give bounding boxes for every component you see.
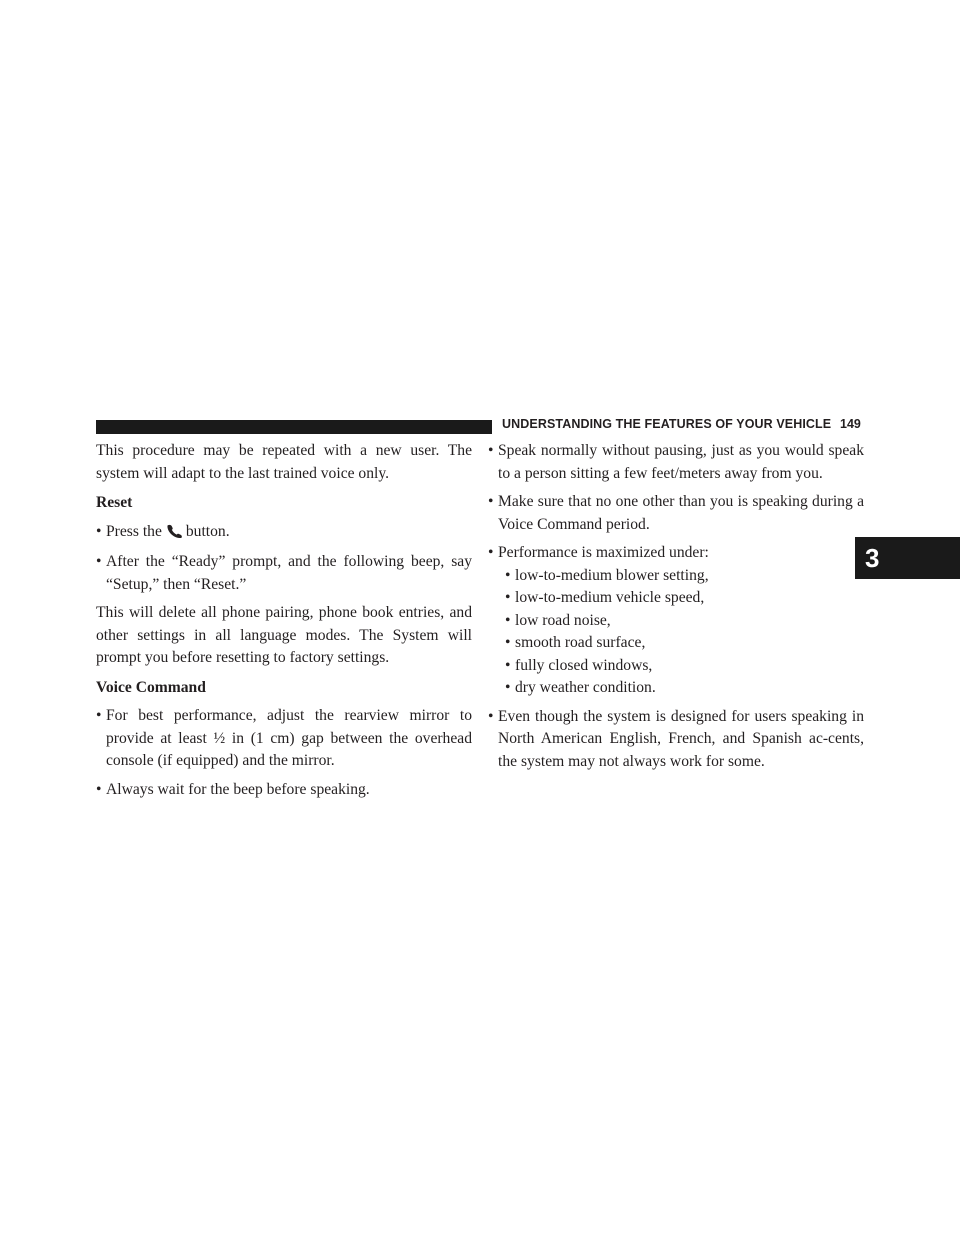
phone-icon: [166, 523, 184, 546]
bullet-icon: •: [488, 544, 494, 561]
bullet-icon: •: [96, 522, 102, 540]
list-item: • Performance is maximized under:: [488, 542, 864, 565]
sub-list-item: • dry weather condition.: [505, 679, 656, 696]
delete-paragraph: This will delete all phone pairing, phone book entries, and other settings in all language modes. The System will prompt you before resetting to factory settings.: [96, 604, 472, 666]
bullet-icon: •: [488, 707, 494, 725]
reset-heading: Reset: [96, 494, 133, 511]
intro-paragraph: This procedure may be repeated with a new user. The system will adapt to the last trained voice only.: [96, 442, 472, 482]
right-column: [488, 440, 864, 779]
list-item: • After the “Ready” prompt, and the following beep, say “Setup,” then “Reset.”: [96, 553, 472, 593]
list-item: • Make sure that no one other than you is speaking during a Voice Command period.: [488, 493, 864, 533]
bullet-icon: •: [488, 493, 494, 510]
sub-list-item: • fully closed windows,: [505, 656, 653, 674]
voice-command-heading: Voice Command: [96, 678, 206, 696]
sub-list-item: • low road noise,: [505, 611, 611, 629]
list-item: • Speak normally without pausing, just as you would speak to a person sitting a few feet/meters away from you.: [488, 442, 864, 482]
button-text: button.: [185, 522, 230, 540]
chapter-tab: 3: [855, 537, 960, 579]
list-item: • For best performance, adjust the rearview mirror to provide at least ½ in (1 cm) gap between the overhead console (if equipped) and the mirror.: [96, 707, 472, 769]
list-item: • Always wait for the beep before speaking.: [96, 779, 472, 802]
bullet-icon: •: [96, 780, 102, 798]
page-number: 149: [840, 417, 861, 431]
list-item: [96, 521, 472, 546]
left-column: [96, 440, 472, 807]
header-rule: [96, 420, 492, 434]
press-text: Press the: [106, 522, 162, 540]
sub-list-item: • low-to-medium vehicle speed,: [505, 589, 705, 606]
running-header-title: UNDERSTANDING THE FEATURES OF YOUR VEHICLE: [502, 417, 832, 431]
list-item: • Even though the system is designed for users speaking in North American English, French, and Spanish ac-cents, the system may not always work for some.: [488, 707, 864, 770]
sub-list-item: • low-to-medium blower setting,: [505, 566, 709, 584]
bullet-icon: •: [96, 707, 102, 724]
sub-list-item: • smooth road surface,: [505, 634, 646, 651]
bullet-icon: •: [96, 553, 102, 570]
bullet-icon: •: [488, 442, 494, 459]
